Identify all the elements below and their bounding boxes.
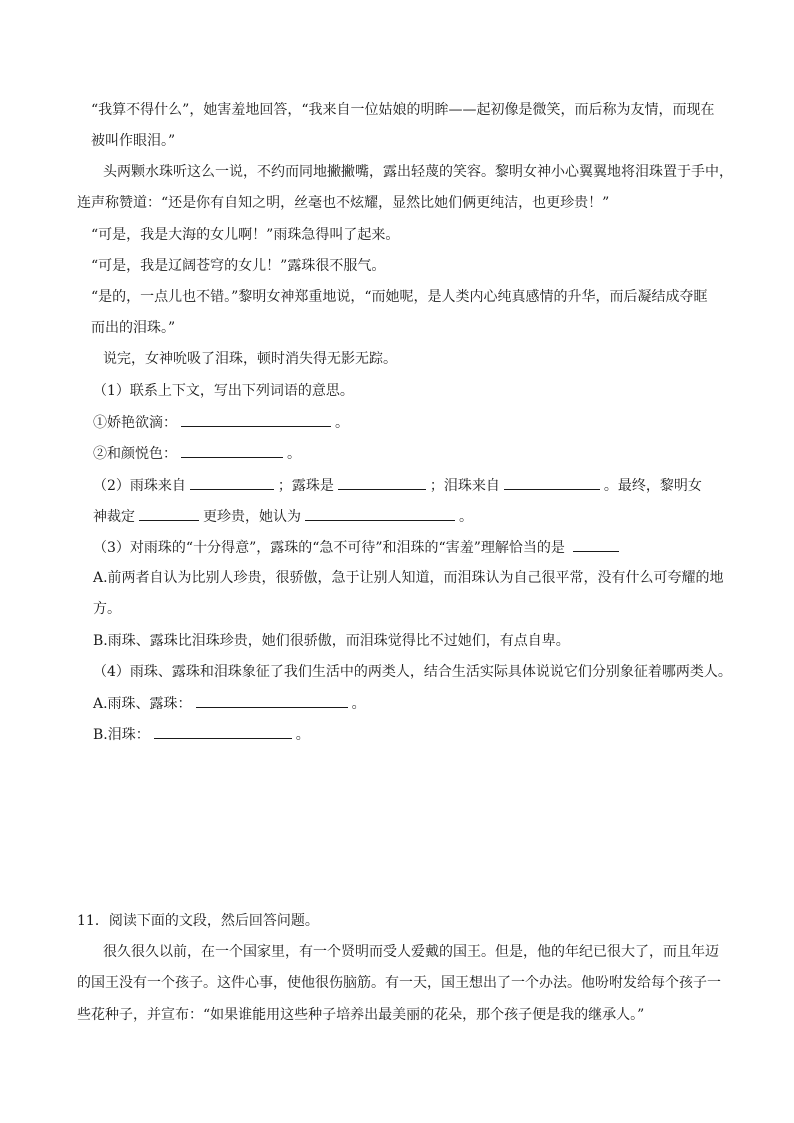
question-2-blank-1[interactable] bbox=[190, 475, 274, 490]
question-2-text-f: 更珍贵，她认为 bbox=[203, 509, 301, 525]
question-4b-answer-blank[interactable] bbox=[154, 724, 292, 739]
question-4-prompt: （4）雨珠、露珠和泪珠象征了我们生活中的两类人，结合生活实际具体说说它们分别象征着哪两类人。 bbox=[93, 664, 732, 680]
passage-paragraph-2-line-1: 头两颗水珠听这么一说，不约而同地撇撇嘴，露出轻蔑的笑容。黎明女神小心翼翼地将泪珠置于手中， bbox=[103, 164, 733, 180]
passage-paragraph-3: “可是，我是大海的女儿啊！”雨珠急得叫了起来。 bbox=[91, 227, 400, 243]
question-2-text-d: 。最终，黎明女 bbox=[603, 478, 702, 494]
question-3-option-a-line-1: A.前两者自认为比别人珍贵，很骄傲，急于让别人知道，而泪珠认为自己很平常，没有什么可夸耀的地 bbox=[93, 570, 724, 586]
section-11-title: 11．阅读下面的文段，然后回答问题。 bbox=[77, 913, 319, 929]
passage-paragraph-1-line-2: 被叫作眼泪。” bbox=[91, 133, 176, 149]
question-3-answer-blank[interactable] bbox=[573, 537, 619, 552]
question-1b bbox=[93, 443, 301, 464]
passage-paragraph-6: 说完，女神吮吸了泪珠，顿时消失得无影无踪。 bbox=[103, 351, 397, 367]
passage-paragraph-5-line-1: “是的，一点儿也不错。”黎明女神郑重地说，“而她呢，是人类内心纯真感情的升华，而后凝结成夺眶 bbox=[91, 289, 708, 305]
question-2-line-1 bbox=[93, 475, 702, 496]
question-4a-answer-blank[interactable] bbox=[196, 693, 348, 708]
question-1a bbox=[93, 412, 349, 433]
passage-paragraph-5-line-2: 而出的泪珠。” bbox=[91, 320, 176, 336]
question-1b-answer-blank[interactable] bbox=[181, 443, 283, 458]
question-4b-label: B.泪珠： bbox=[93, 727, 150, 743]
question-3-prompt bbox=[93, 537, 623, 558]
section-11-line-1: 很久很久以前，在一个国家里，有一个贤明而受人爱戴的国王。但是，他的年纪已很大了，而且年迈 bbox=[103, 944, 719, 960]
question-3-text: （3）对雨珠的“十分得意”，露珠的“急不可待”和泪珠的“害羞”理解恰当的是 bbox=[93, 540, 565, 556]
question-4b bbox=[93, 724, 310, 745]
question-2-text-e: 神裁定 bbox=[93, 509, 135, 525]
question-2-text-b: ；露珠是 bbox=[277, 478, 334, 494]
section-11-line-3: 些花种子，并宣布：“如果谁能用这些种子培养出最美丽的花朵，那个孩子便是我的继承人。” bbox=[77, 1007, 645, 1023]
question-2-blank-4[interactable] bbox=[139, 506, 199, 521]
question-1b-label: ②和颜悦色： bbox=[93, 446, 177, 462]
question-2-line-2 bbox=[93, 506, 473, 527]
passage-paragraph-2-line-2: 连声称赞道：“还是你有自知之明，丝毫也不炫耀，显然比她们俩更纯洁，也更珍贵！” bbox=[77, 195, 610, 211]
question-1a-period: 。 bbox=[335, 415, 349, 431]
question-1a-label: ①娇艳欲滴： bbox=[93, 415, 177, 431]
question-1b-period: 。 bbox=[287, 446, 301, 462]
question-2-text-a: （2）雨珠来自 bbox=[93, 478, 186, 494]
question-4a-period: 。 bbox=[351, 696, 366, 712]
question-2-period: 。 bbox=[459, 509, 473, 525]
passage-paragraph-1-line-1: “我算不得什么”，她害羞地回答，“我来自一位姑娘的明眸——起初像是微笑，而后称为友情，而现在 bbox=[91, 102, 715, 118]
question-4b-period: 。 bbox=[295, 727, 310, 743]
passage-paragraph-4: “可是，我是辽阔苍穹的女儿！”露珠很不服气。 bbox=[91, 258, 386, 274]
section-11-line-2: 的国王没有一个孩子。这件心事，使他很伤脑筋。有一天，国王想出了一个办法。他吩咐发给每个孩子一 bbox=[77, 975, 721, 991]
question-1a-answer-blank[interactable] bbox=[181, 412, 331, 427]
question-2-blank-2[interactable] bbox=[338, 475, 426, 490]
question-2-blank-3[interactable] bbox=[504, 475, 600, 490]
question-4a-label: A.雨珠、露珠： bbox=[93, 696, 192, 712]
question-3-option-a-line-2: 方。 bbox=[93, 601, 121, 617]
question-3-option-b: B.雨珠、露珠比泪珠珍贵，她们很骄傲，而泪珠觉得比不过她们，有点自卑。 bbox=[93, 633, 570, 649]
question-1-prompt: （1）联系上下文，写出下列词语的意思。 bbox=[93, 383, 354, 399]
question-2-text-c: ；泪珠来自 bbox=[429, 478, 500, 494]
question-4a bbox=[93, 693, 366, 714]
question-2-blank-5[interactable] bbox=[305, 506, 455, 521]
